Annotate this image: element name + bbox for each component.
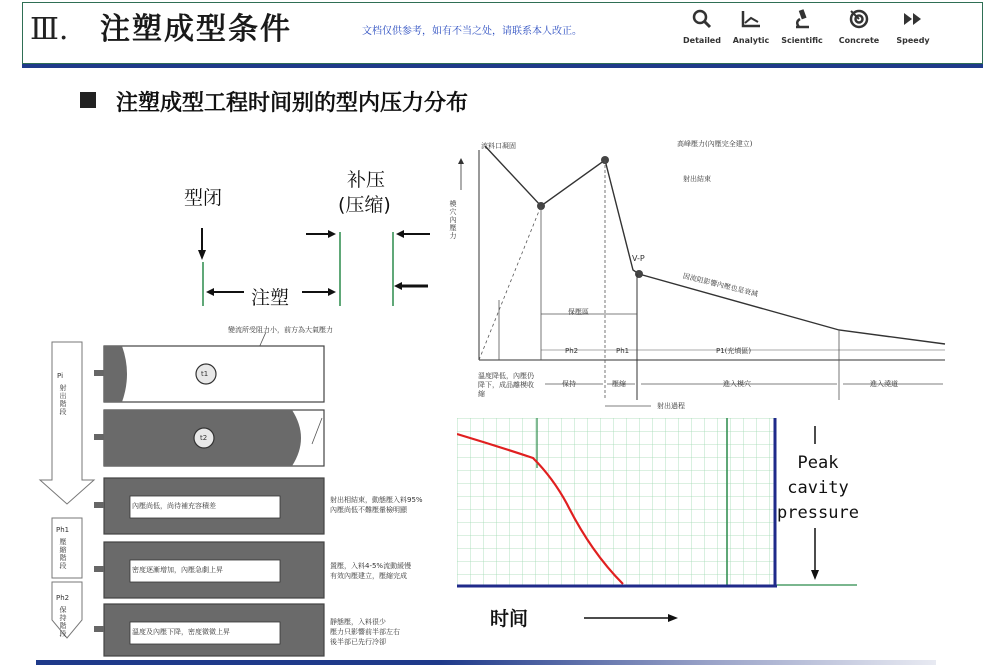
pi-text: 射出階段 [59, 384, 67, 416]
compression-label: (压缩) [338, 194, 391, 216]
gate-freeze-label: 流料口凝固 [481, 142, 516, 150]
ph1-code: Ph1 [56, 526, 70, 534]
peak-line-2: cavity [787, 478, 849, 498]
badge-label: Speedy [896, 36, 930, 45]
stage4-note-1: 置壓，入料4-5%流動緩慢 [330, 562, 412, 570]
keep-label: 保持 [562, 380, 576, 388]
filling-stages-diagram [36, 320, 456, 660]
bullet-square [80, 92, 96, 108]
flow-resistance-note: 變流所受阻力小，前方為大氣壓力 [228, 326, 333, 334]
badge-label: Detailed [683, 36, 721, 45]
t1-label: t1 [201, 370, 209, 378]
badge-concrete [829, 8, 889, 45]
header-rule [22, 64, 983, 68]
injection-end-label: 射出結束 [683, 175, 711, 183]
badge-speedy [883, 8, 943, 45]
peak-line-1: Peak [797, 453, 839, 473]
ph2-axis-label: Ph2 [565, 347, 579, 355]
footer-rule [36, 660, 936, 665]
section-title: 注塑成型工程时间别的型内压力分布 [116, 91, 469, 116]
y-axis-label: 模穴內壓力 [449, 200, 457, 240]
p1-axis-label: P1(充填區) [716, 347, 752, 355]
ph2-text: 保持階段 [59, 606, 67, 638]
badge-scientific [772, 8, 832, 45]
ph2-code: Ph2 [56, 594, 70, 602]
stage3-note-2: 內壓尚低不難壓暈檢明顯 [330, 506, 407, 514]
injection-process-label: 射出過程 [657, 402, 685, 410]
ph1-axis-label: Ph1 [616, 347, 630, 355]
cooling-note: 溫度降低，內壓仍降下，成品離模收縮 [478, 372, 534, 398]
hold-pressure-label: 补压 [347, 169, 386, 191]
stage5-note-1: 靜態壓，入料很少 [330, 618, 386, 626]
time-arrow-icon [584, 610, 680, 626]
stage4-note-2: 有效內壓建立，壓縮完成 [330, 572, 407, 580]
badge-label: Scientific [781, 36, 823, 45]
peak-line-3: pressure [777, 503, 859, 523]
badge-label: Analytic [732, 36, 770, 45]
hold-zone-label: 保壓區 [568, 308, 589, 316]
t2-label: t2 [200, 434, 208, 442]
pi-code: Pi [57, 372, 64, 380]
injection-label: 注塑 [251, 287, 290, 309]
stage3-note-1: 射出相結束，動態壓入料95% [330, 496, 423, 504]
enter-cavity-label: 進入模穴 [723, 380, 751, 388]
page-title: 注塑成型条件 [100, 12, 292, 47]
mold-sketch-diagram [180, 220, 450, 320]
fast-forward-icon [883, 8, 943, 36]
stage5-note-2: 壓力只影響前半部左右 [330, 628, 400, 636]
stage5-note-3: 後半部已先行冷卻 [330, 638, 386, 646]
vp-label: V-P [632, 254, 645, 263]
peak-label [772, 451, 864, 526]
time-axis-label: 时间 [490, 608, 529, 630]
stage5-label: 溫度及內壓下降，密度微微上昇 [132, 628, 230, 636]
disclaimer-text: 文档仅供参考，如有不当之处，请联系本人改正。 [362, 26, 582, 37]
peak-pressure-label: 高峰壓力(內壓完全建立) [677, 140, 753, 148]
mold-close-label: 型闭 [184, 187, 223, 209]
microscope-icon [772, 8, 832, 36]
section-number: Ⅲ. [30, 12, 69, 47]
enter-runner-label: 進入澆道 [870, 380, 898, 388]
decline-label: 因流阻影響內壓也是衰減 [682, 272, 759, 299]
target-icon [829, 8, 889, 36]
badge-label: Concrete [838, 36, 880, 45]
ph1-text: 壓縮階段 [59, 538, 67, 570]
stage3-label: 內壓尚低，尚待補充容積差 [132, 502, 216, 510]
compress-label: 壓縮 [612, 380, 626, 388]
stage4-label: 密度逐漸增加，內壓急劇上昇 [132, 566, 223, 574]
